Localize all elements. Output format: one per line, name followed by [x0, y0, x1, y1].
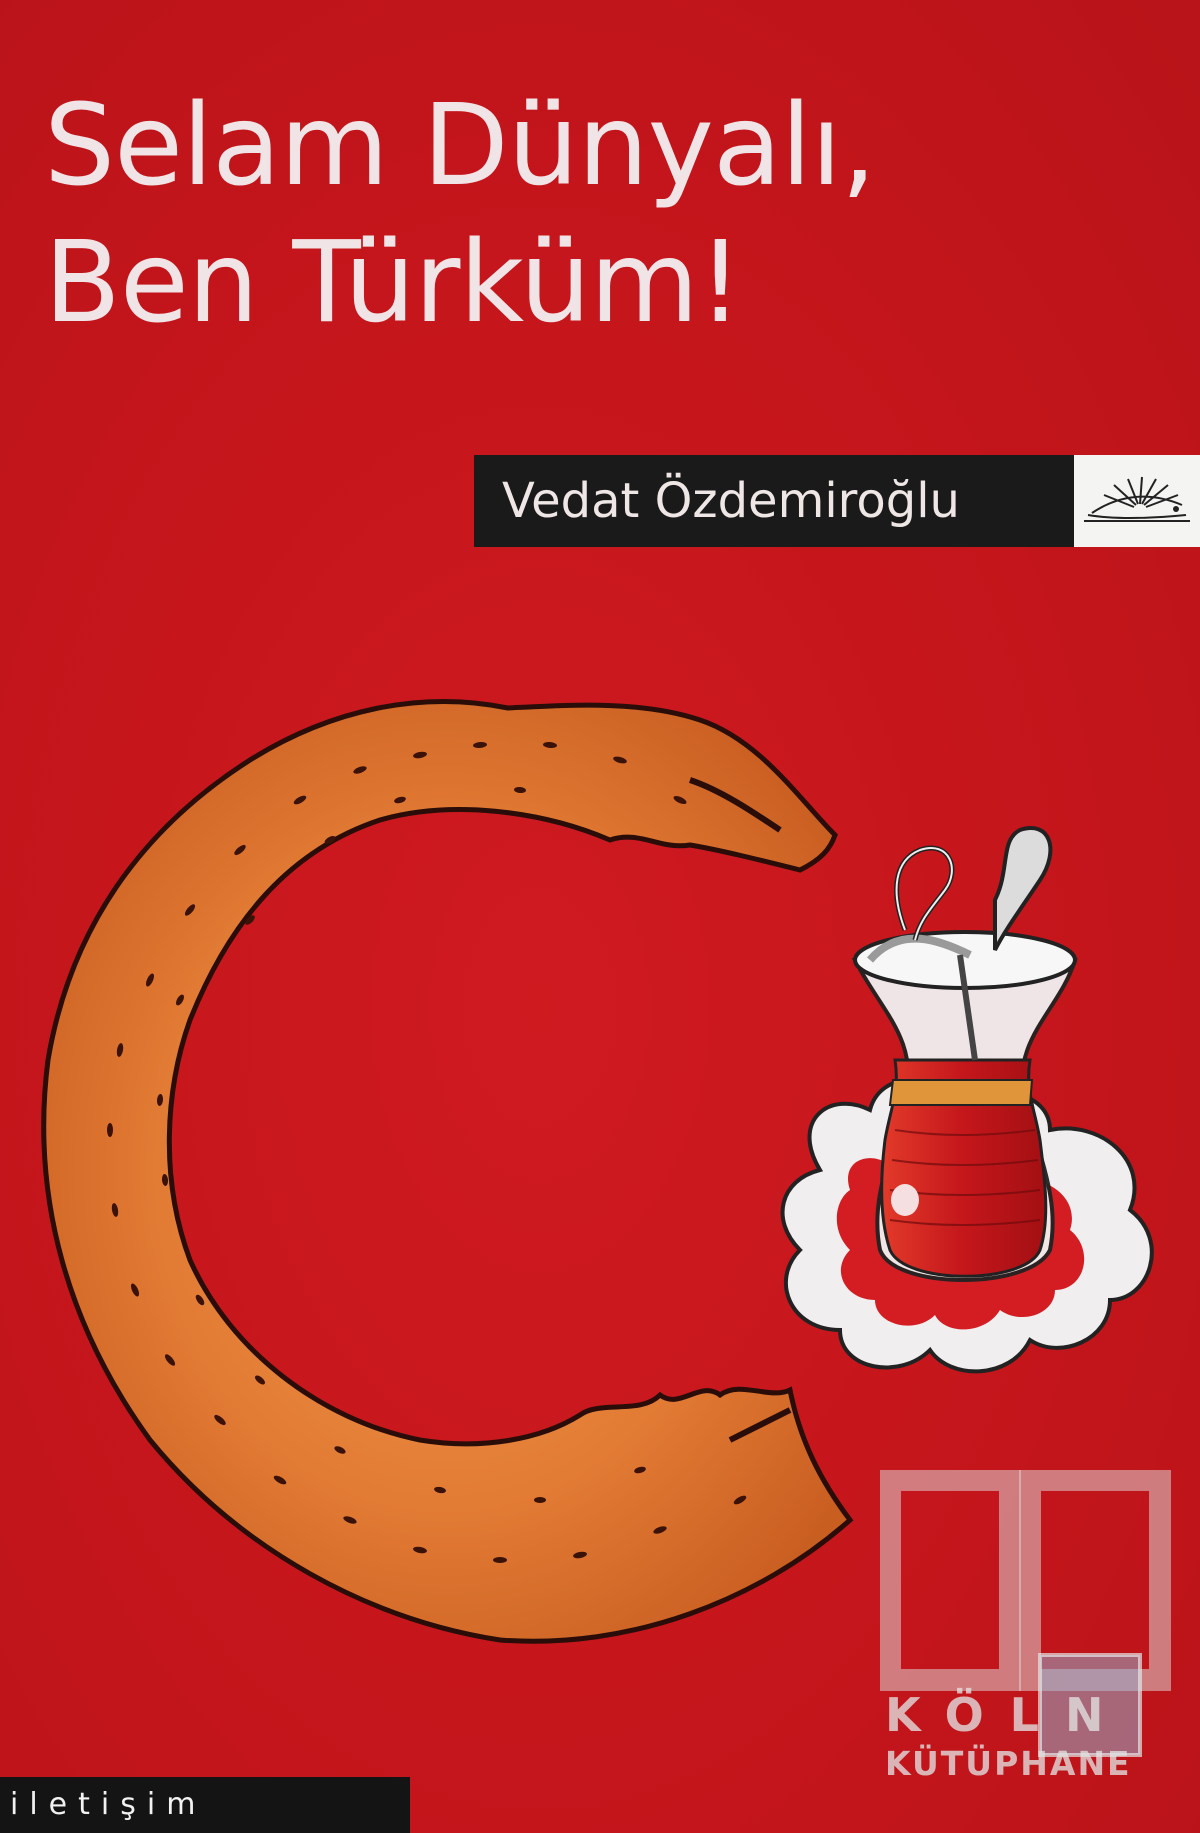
- title-line-2: Ben Türküm!: [44, 217, 742, 348]
- watermark-line-1: KÖLN: [885, 1688, 1130, 1742]
- tea-glass-illustration: [783, 828, 1152, 1371]
- publisher-name: iletişim: [0, 1777, 410, 1833]
- watermark-line-2: KÜTÜPHANE: [885, 1744, 1132, 1783]
- simit-illustration: [44, 701, 850, 1641]
- title-line-1: Selam Dünyalı,: [44, 81, 876, 211]
- author-name: Vedat Özdemiroğlu: [474, 455, 1074, 547]
